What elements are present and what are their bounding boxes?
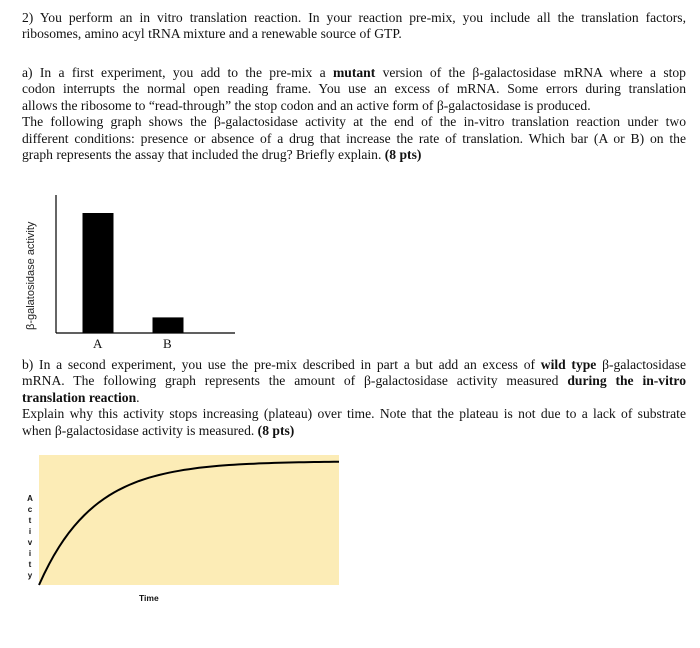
part-b-line-5: when β-galactosidase activity is measured. (8 pts) [22,422,295,438]
part-b-line-3: translation reaction. [22,389,140,405]
part-b-line-1: b) In a second experiment, you use the pre-mix described in part a but add an excess of wild type β-galactosidase [22,357,687,372]
part-b-line-2: mRNA. The following graph represents the amount of β-galactosidase activity measured during the in-vitro [22,373,686,389]
x-tick-label-b: B [163,336,172,351]
bar-a [83,213,114,333]
part-a-line-6: graph represents the assay that included the drug? Briefly explain. (8 pts) [22,147,422,163]
part-a-line-4: The following graph shows the β-galactosidase activity at the end of the in-vitro translation reaction under two [22,114,686,130]
question-intro [22,10,686,43]
part-a-line-5: different conditions: presence or absence of a drug that increase the rate of translation. Which bar (A or B) on the [22,130,686,146]
curve-plot [20,455,340,610]
bar-chart [20,195,240,355]
activity-time-chart [20,455,340,610]
x-tick-label-a: A [93,336,103,351]
x-axis-label: Time [139,593,159,603]
bar-b [153,317,184,333]
y-axis-label: A c t i v i t y [27,494,33,580]
part-a-line-2: codon interrupts the normal open reading frame. You use an excess of mRNA. Some errors during translation [22,81,686,97]
bar-plot [20,195,240,355]
plot-background [39,455,339,585]
part-a-text [22,65,686,163]
part-b-line-4: Explain why this activity stops increasing (plateau) over time. Note that the plateau is not due to a lack of substrate [22,406,686,422]
part-b-text [22,357,686,439]
y-axis-label: β-galatosidase activity [25,221,37,330]
part-a-line-3: allows the ribosome to “read-through” the stop codon and an active form of β-galactosidase is produced. [22,97,591,113]
part-a-line-1: a) In a first experiment, you add to the pre-mix a mutant version of the β-galactosidase mRNA where a stop [22,65,686,80]
intro-line-1: 2) You perform an in vitro translation reaction. In your reaction pre-mix, you include all the translation factors, [22,10,686,25]
intro-line-2: ribosomes, amino acyl tRNA mixture and a renewable source of GTP. [22,26,402,42]
